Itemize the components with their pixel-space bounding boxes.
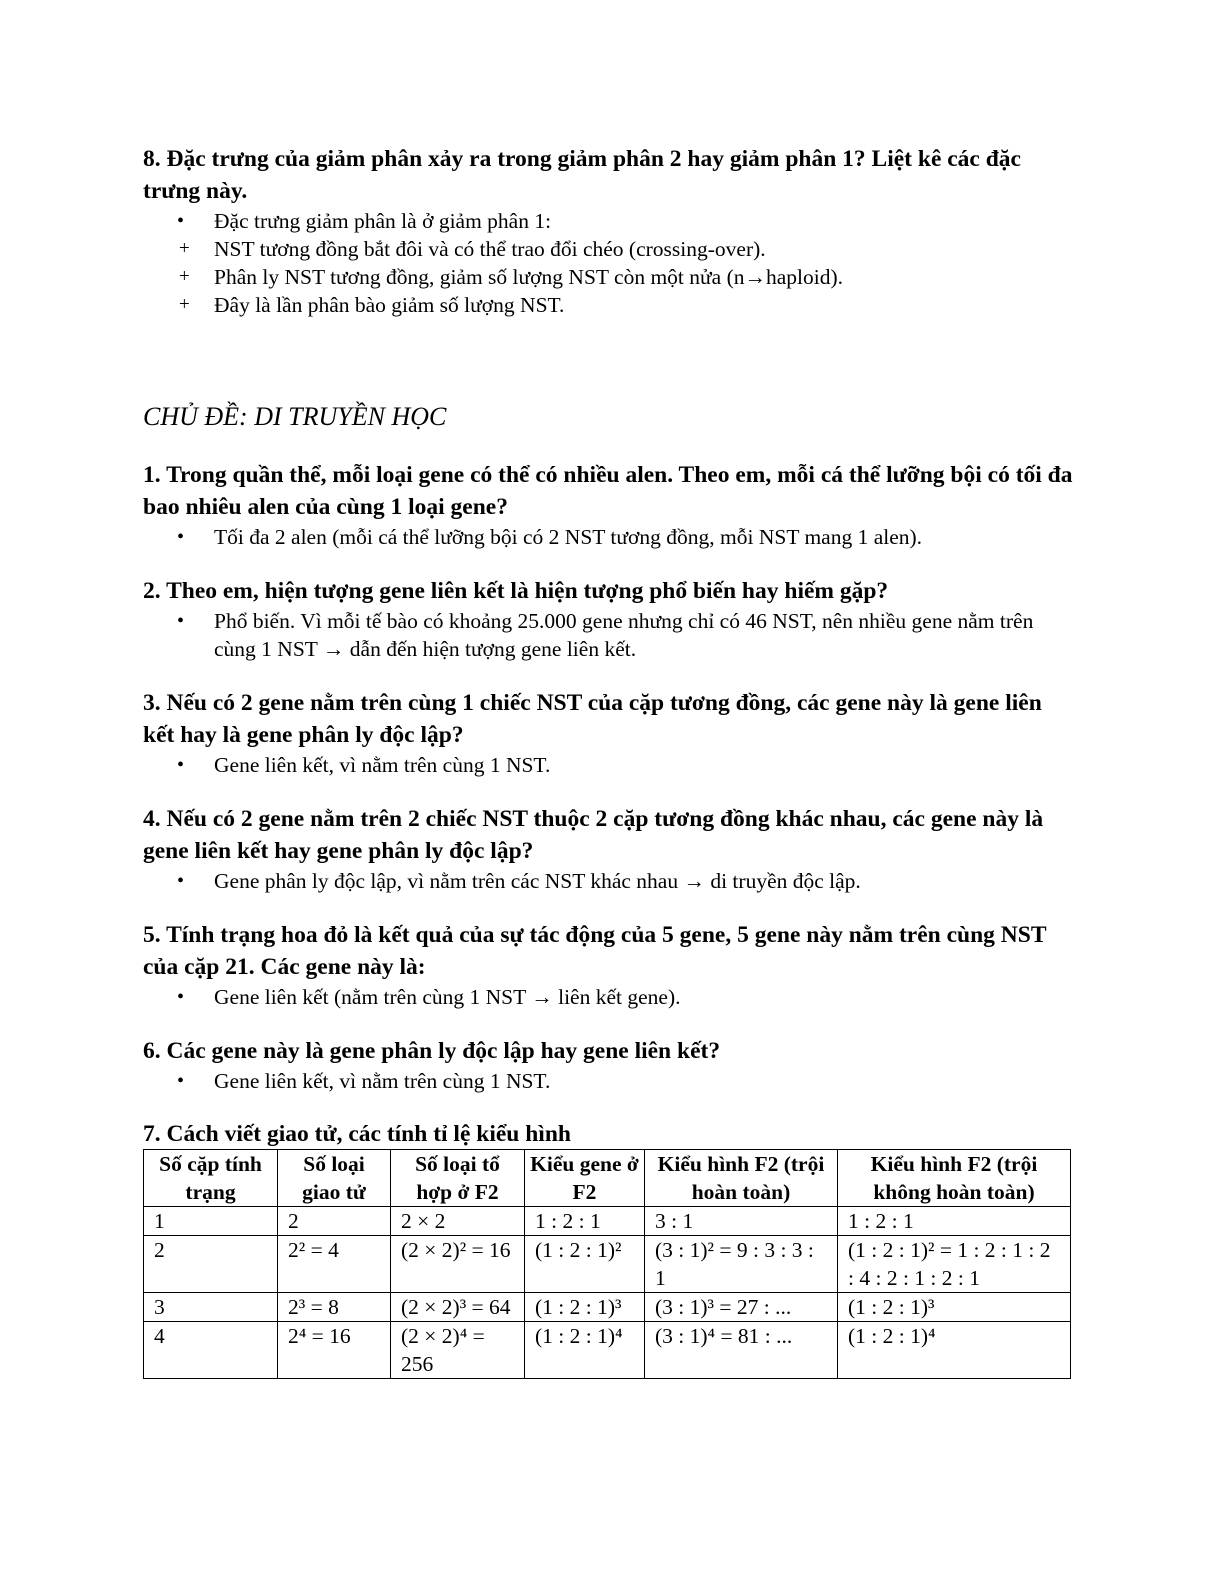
question-5: 5. Tính trạng hoa đỏ là kết quả của sự tác động của 5 gene, 5 gene này nằm trên cùng NST của cặp 21. Các gene này là: [143, 922, 1047, 980]
table-cell: 1 : 2 : 1 [838, 1207, 1071, 1236]
table-cell: (3 : 1)² = 9 : 3 : 3 : 1 [645, 1236, 838, 1293]
answer-6: • Gene liên kết, vì nằm trên cùng 1 NST. [143, 1067, 1073, 1095]
topic-heading: CHỦ ĐỀ: DI TRUYỀN HỌC [143, 402, 447, 431]
question-block-1 [143, 459, 1073, 551]
ratio-table [143, 1149, 1071, 1379]
answer-8-text: Đặc trưng giảm phân là ở giảm phân 1: [214, 209, 552, 233]
answer-4: • Gene phân ly độc lập, vì nằm trên các NST khác nhau → di truyền độc lập. [143, 867, 1073, 895]
table-cell: (1 : 2 : 1)³ [525, 1293, 645, 1322]
question-2: 2. Theo em, hiện tượng gene liên kết là hiện tượng phổ biến hay hiếm gặp? [143, 578, 889, 604]
question-block-6 [143, 1035, 1073, 1095]
table-cell: (2 × 2)⁴ = 256 [391, 1322, 525, 1379]
question-8: 8. Đặc trưng của giảm phân xảy ra trong giảm phân 2 hay giảm phân 1? Liệt kê các đặc trưng này. [143, 146, 1021, 204]
table-row [144, 1236, 1071, 1293]
question-block-7 [143, 1119, 1073, 1379]
table-header: Số cặp tính trạng [144, 1150, 278, 1207]
document-page [143, 143, 1073, 1379]
table-header: Kiểu hình F2 (trội không hoàn toàn) [838, 1150, 1071, 1207]
table-header-row [144, 1150, 1071, 1207]
table-row [144, 1207, 1071, 1236]
table-header: Kiểu gene ở F2 [525, 1150, 645, 1207]
answer-3: • Gene liên kết, vì nằm trên cùng 1 NST. [143, 751, 1073, 779]
table-cell: (2 × 2)² = 16 [391, 1236, 525, 1293]
question-3: 3. Nếu có 2 gene nằm trên cùng 1 chiếc NST của cặp tương đồng, các gene này là gene liên kết hay là gene phân ly độc lập? [143, 690, 1042, 748]
table-cell: (3 : 1)⁴ = 81 : ... [645, 1322, 838, 1379]
table-cell: (2 × 2)³ = 64 [391, 1293, 525, 1322]
question-block-2 [143, 575, 1073, 663]
subitem: + NST tương đồng bắt đôi và có thể trao đổi chéo (crossing-over). [143, 235, 1073, 263]
question-7: 7. Cách viết giao tử, các tính tỉ lệ kiểu hình [143, 1121, 571, 1147]
table-header: Số loại giao tử [278, 1150, 391, 1207]
table-cell: 2 × 2 [391, 1207, 525, 1236]
question-block-4 [143, 803, 1073, 895]
subitem: + Đây là lần phân bào giảm số lượng NST. [143, 291, 1073, 319]
subitem: + Phân ly NST tương đồng, giảm số lượng NST còn một nửa (n→haploid). [143, 263, 1073, 291]
table-cell: 2⁴ = 16 [278, 1322, 391, 1379]
question-6: 6. Các gene này là gene phân ly độc lập hay gene liên kết? [143, 1038, 721, 1064]
table-cell: (1 : 2 : 1)³ [838, 1293, 1071, 1322]
answer-8-bullet [143, 207, 1073, 319]
question-block-3 [143, 687, 1073, 779]
table-row [144, 1293, 1071, 1322]
table-cell: (1 : 2 : 1)⁴ [838, 1322, 1071, 1379]
answer-8-subitems [143, 235, 1073, 319]
table-row [144, 1322, 1071, 1379]
table-header: Kiểu hình F2 (trội hoàn toàn) [645, 1150, 838, 1207]
answer-8 [143, 207, 1073, 319]
table-cell: (1 : 2 : 1)² = 1 : 2 : 1 : 2 : 4 : 2 : 1 : 2 : 1 [838, 1236, 1071, 1293]
question-1: 1. Trong quần thể, mỗi loại gene có thể có nhiều alen. Theo em, mỗi cá thể lưỡng bội có tối đa bao nhiêu alen của cùng 1 loại gene? [143, 462, 1073, 520]
table-cell: 3 : 1 [645, 1207, 838, 1236]
table-cell: (1 : 2 : 1)⁴ [525, 1322, 645, 1379]
table-cell: 4 [144, 1322, 278, 1379]
table-cell: 2³ = 8 [278, 1293, 391, 1322]
table-cell: (1 : 2 : 1)² [525, 1236, 645, 1293]
table-cell: 2 [278, 1207, 391, 1236]
table-cell: (3 : 1)³ = 27 : ... [645, 1293, 838, 1322]
table-cell: 2 [144, 1236, 278, 1293]
answer-2: • Phổ biến. Vì mỗi tế bào có khoảng 25.000 gene nhưng chỉ có 46 NST, nên nhiều gene nằm trên cùng 1 NST → dẫn đến hiện tượng gene liên kết. [143, 607, 1073, 663]
table-cell: 1 [144, 1207, 278, 1236]
table-cell: 2² = 4 [278, 1236, 391, 1293]
table-header: Số loại tổ hợp ở F2 [391, 1150, 525, 1207]
table-cell: 1 : 2 : 1 [525, 1207, 645, 1236]
question-block-5 [143, 919, 1073, 1011]
answer-5: • Gene liên kết (nằm trên cùng 1 NST → liên kết gene). [143, 983, 1073, 1011]
table-cell: 3 [144, 1293, 278, 1322]
answer-1: • Tối đa 2 alen (mỗi cá thể lưỡng bội có 2 NST tương đồng, mỗi NST mang 1 alen). [143, 523, 1073, 551]
question-4: 4. Nếu có 2 gene nằm trên 2 chiếc NST thuộc 2 cặp tương đồng khác nhau, các gene này là gene liên kết hay gene phân ly độc lập? [143, 806, 1044, 864]
